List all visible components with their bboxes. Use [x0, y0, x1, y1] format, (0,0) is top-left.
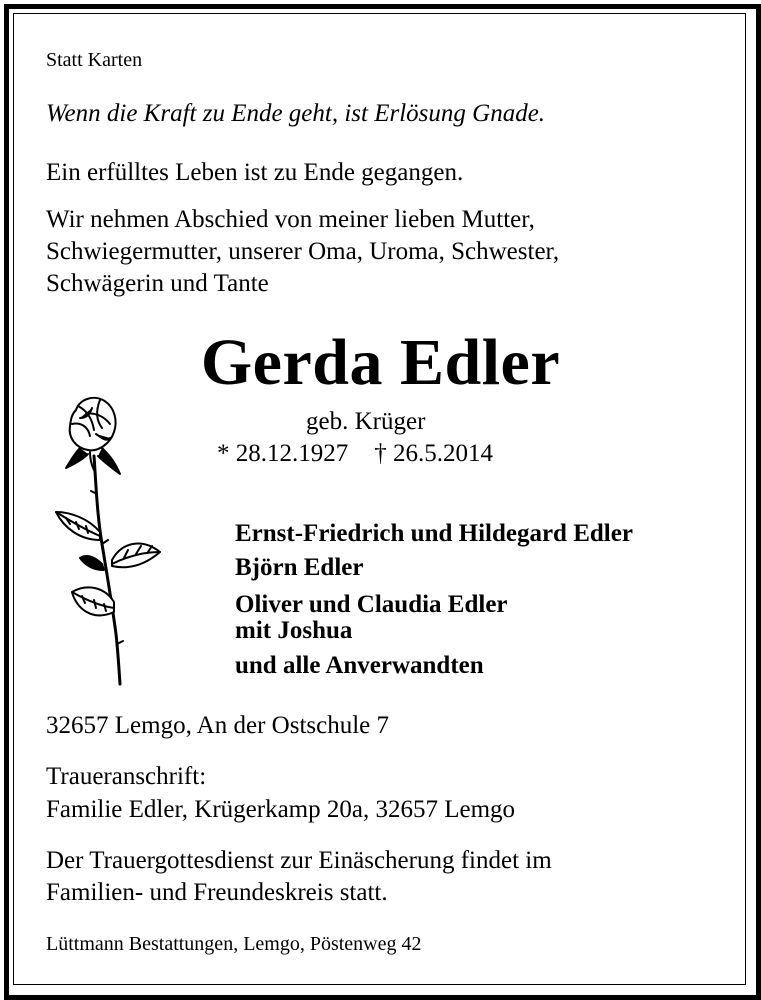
intro-line-3: Schwiegermutter, unserer Oma, Uroma, Schwester, — [46, 238, 560, 265]
residence-address: 32657 Lemgo, An der Ostschule 7 — [46, 712, 390, 739]
death-date: † 26.5.2014 — [374, 440, 493, 467]
relative-2: Björn Edler — [235, 554, 364, 581]
relative-1: Ernst-Friedrich und Hildegard Edler — [235, 520, 633, 547]
motto: Wenn die Kraft zu Ende geht, ist Erlösung Gnade. — [46, 100, 546, 127]
deceased-name: Gerda Edler — [200, 326, 561, 399]
relative-5: und alle Anverwandten — [235, 652, 484, 679]
relative-3: Oliver und Claudia Edler — [235, 591, 508, 618]
relative-4: mit Joshua — [235, 617, 353, 644]
mourning-address-value: Familie Edler, Krügerkamp 20a, 32657 Lemgo — [46, 796, 516, 823]
header-note: Statt Karten — [46, 49, 143, 71]
rose-icon — [50, 394, 168, 686]
intro-line-2: Wir nehmen Abschied von meiner lieben Mutter, — [46, 206, 535, 233]
birth-date: * 28.12.1927 — [217, 440, 349, 467]
intro-line-4: Schwägerin und Tante — [46, 270, 269, 297]
life-dates — [217, 440, 493, 468]
service-line-1: Der Trauergottesdienst zur Einäscherung findet im — [46, 847, 552, 874]
intro-line-1: Ein erfülltes Leben ist zu Ende gegangen. — [46, 159, 464, 186]
relatives-list — [235, 518, 633, 682]
maiden-name: geb. Krüger — [306, 408, 426, 435]
service-line-2: Familien- und Freundeskreis statt. — [46, 879, 388, 906]
undertaker: Lüttmann Bestattungen, Lemgo, Pöstenweg 42 — [46, 933, 422, 955]
mourning-address-label: Traueranschrift: — [46, 763, 207, 790]
